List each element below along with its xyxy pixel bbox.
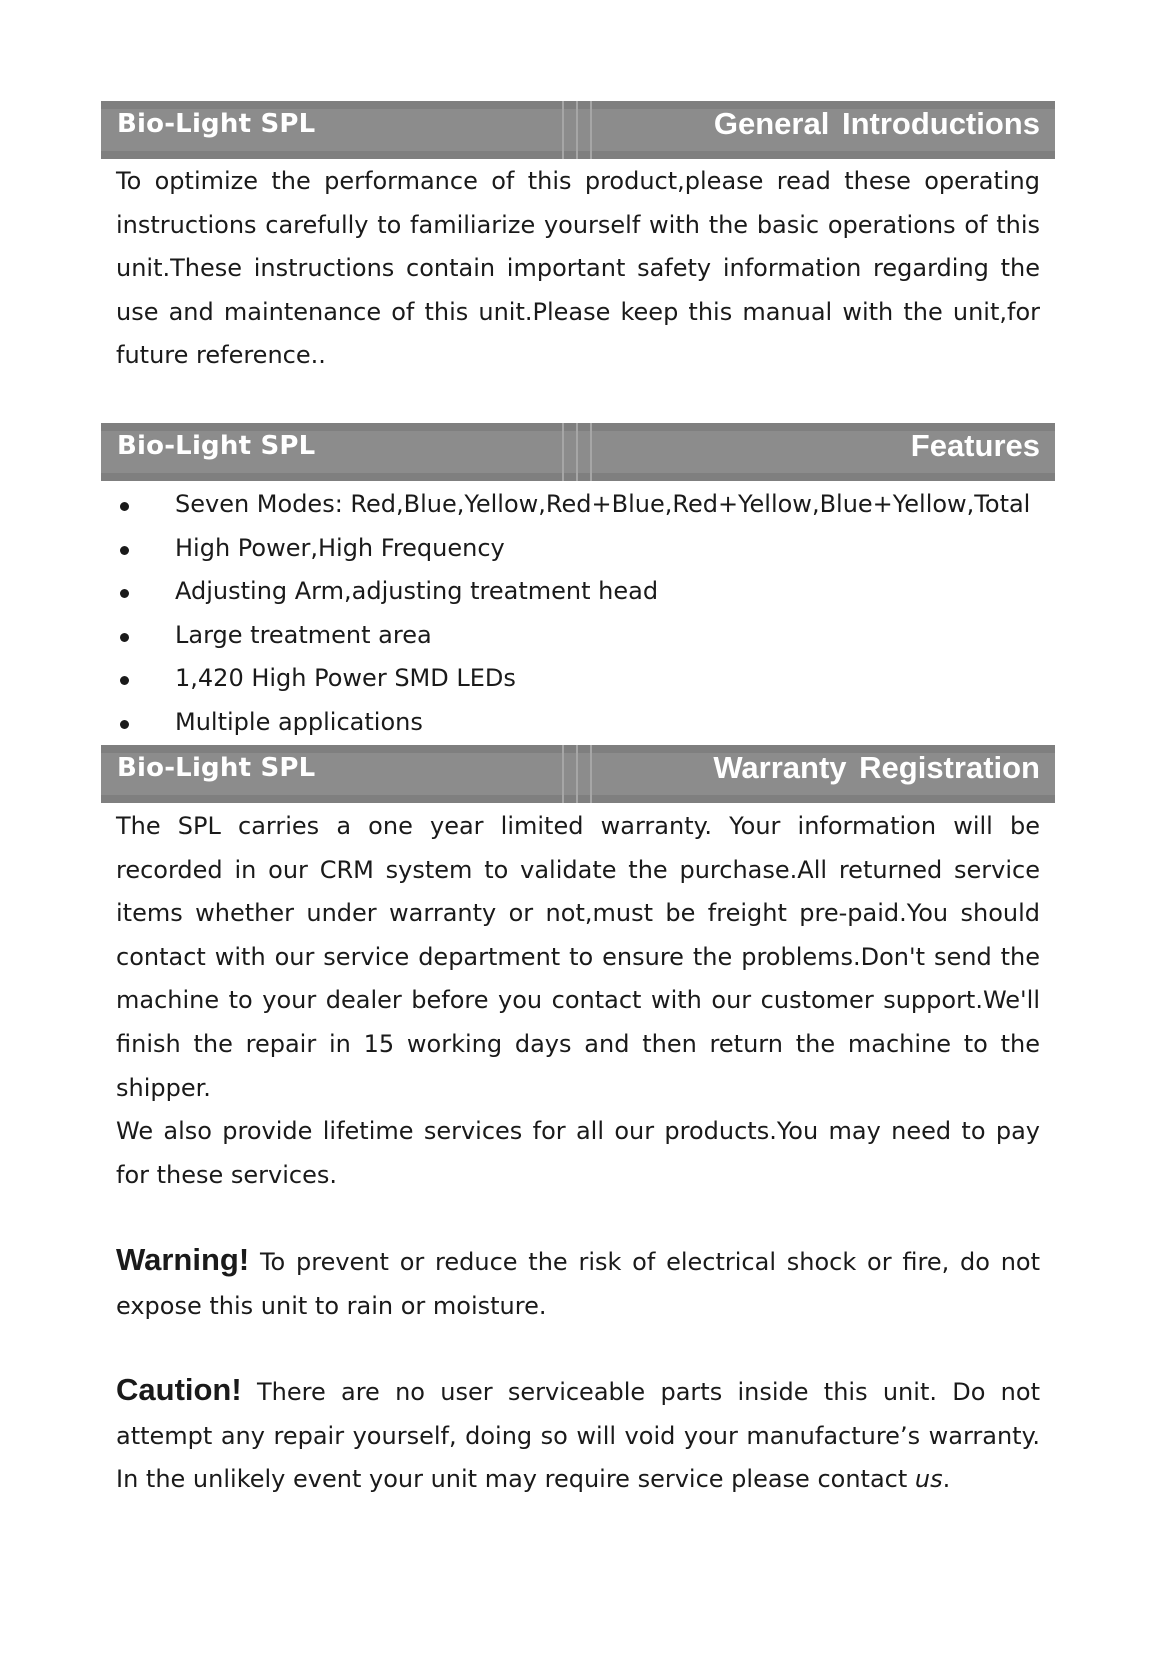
features-list — [116, 483, 1056, 745]
intro-header-bar — [101, 101, 1055, 159]
list-item — [116, 527, 1056, 571]
intro-paragraph: To optimize the performance of this product,please read these operating instructions carefully to familiarize yourself with the basic operations of this unit.These instructions contain important safety information regarding the use and maintenance of this unit.Please keep this manual with the unit,for future reference.. — [116, 167, 1040, 370]
feature-text: High Power,High Frequency — [175, 533, 505, 562]
list-item — [116, 570, 1056, 614]
brand-label: Bio-Light SPL — [117, 431, 316, 461]
header-divider — [590, 423, 592, 481]
feature-text: Seven Modes: Red,Blue,Yellow,Red+Blue,Red+Yellow,Blue+Yellow,Total — [175, 490, 1031, 518]
list-item — [116, 614, 1056, 658]
caution-text: There are no user serviceable parts inside this unit. Do not attempt any repair yourself, doing so will void your manufacture’s warranty. In the unlikely event your unit may require service please contact — [116, 1378, 1040, 1494]
warranty-paragraph: The SPL carries a one year limited warranty. Your information will be recorded in our CRM system to validate the purchase.All returned service items whether under warranty or not,must be freight pre-paid.You should contact with our service department to ensure the problems.Don't send the machine to your dealer before you contact with our customer support.We'll finish the repair in 15 working days and then return the machine to the shipper. — [116, 812, 1040, 1102]
lifetime-service-paragraph: We also provide lifetime services for all our products.You may need to pay for these services. — [116, 1117, 1040, 1189]
brand-label: Bio-Light SPL — [117, 753, 316, 783]
header-divider — [562, 423, 564, 481]
warning-paragraph — [116, 1238, 1040, 1328]
section-title-features: Features — [910, 428, 1040, 463]
list-item — [116, 483, 1056, 527]
list-item — [116, 701, 1056, 745]
header-divider — [562, 745, 564, 803]
contact-word: us — [914, 1465, 943, 1494]
warning-text: To prevent or reduce the risk of electrical shock or fire, do not expose this unit to rain or moisture. — [116, 1248, 1040, 1320]
warranty-header-bar — [101, 745, 1055, 803]
brand-label: Bio-Light SPL — [117, 109, 316, 139]
header-divider — [576, 101, 578, 159]
warning-label: Warning! — [116, 1242, 250, 1277]
feature-text: Adjusting Arm,adjusting treatment head — [175, 577, 659, 606]
feature-text: Large treatment area — [175, 620, 432, 649]
bullet-icon — [120, 589, 129, 598]
header-divider — [576, 423, 578, 481]
features-header-bar — [101, 423, 1055, 481]
caution-end: . — [942, 1465, 951, 1494]
feature-text: 1,420 High Power SMD LEDs — [175, 664, 516, 693]
header-divider — [590, 101, 592, 159]
header-divider — [576, 745, 578, 803]
section-title-warranty: Warranty Registration — [713, 750, 1040, 785]
header-divider — [590, 745, 592, 803]
feature-text: Multiple applications — [175, 707, 423, 736]
caution-label: Caution! — [116, 1372, 242, 1407]
bullet-icon — [120, 546, 129, 555]
bullet-icon — [120, 502, 129, 511]
caution-paragraph — [116, 1368, 1040, 1502]
header-divider — [562, 101, 564, 159]
bullet-icon — [120, 720, 129, 729]
section-title-intro: General Introductions — [713, 106, 1040, 141]
bullet-icon — [120, 633, 129, 642]
list-item — [116, 657, 1056, 701]
bullet-icon — [120, 676, 129, 685]
